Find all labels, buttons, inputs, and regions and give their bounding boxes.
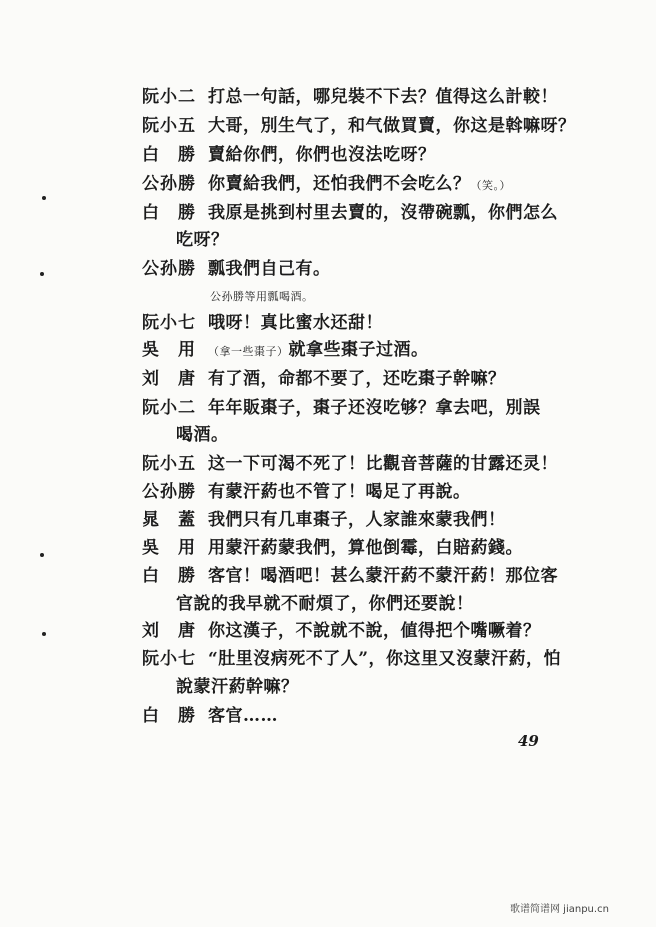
- dialogue-line: [142, 706, 278, 726]
- dialogue-text: 年年販棗子，棗子还沒吃够？拿去吧，別誤: [208, 398, 541, 418]
- speaker-name: 阮小七: [142, 313, 196, 333]
- stage-direction: （笑。）: [470, 179, 511, 192]
- speaker-name: 吳 用: [142, 340, 196, 360]
- site-watermark: 歌谱简谱网 jianpu.cn: [510, 904, 609, 915]
- dialogue-line: [142, 510, 506, 530]
- speaker-name: 晁 蓋: [142, 510, 196, 530]
- speaker-name: 白 勝: [142, 145, 196, 165]
- dialogue-text: 我們只有几車棗子，人家誰來蒙我們！: [208, 510, 506, 530]
- page-number: 49: [518, 732, 539, 750]
- speaker-name: 刘 唐: [142, 369, 196, 389]
- scan-speck: [42, 196, 46, 200]
- speaker-name: 阮小二: [142, 87, 196, 107]
- dialogue-line: [142, 454, 558, 474]
- dialogue-text: “肚里沒病死不了人”，你这里又沒蒙汗葯，怕: [208, 649, 562, 669]
- dialogue-text: 瓢我們自己有。: [208, 259, 331, 279]
- dialogue-continuation: 說蒙汗葯幹嘛？: [176, 677, 299, 697]
- dialogue-text: 你賣給我們，还怕我們不会吃么？: [208, 174, 471, 194]
- speaker-name: 白 勝: [142, 706, 196, 726]
- dialogue-line: [142, 566, 558, 586]
- dialogue-text: 賣給你們，你們也沒法吃呀？: [208, 145, 436, 165]
- dialogue-line: [142, 116, 576, 136]
- speaker-name: 阮小七: [142, 649, 196, 669]
- dialogue-text: 客官……: [208, 706, 278, 726]
- dialogue-text: 客官！喝酒吧！甚么蒙汗葯不蒙汗葯！那位客: [208, 566, 558, 586]
- dialogue-line: [142, 649, 561, 669]
- dialogue-continuation: 吃呀？: [176, 230, 229, 250]
- dialogue-line: [142, 174, 511, 196]
- dialogue-text: 有蒙汗葯也不管了！喝足了再說。: [208, 482, 471, 502]
- dialogue-continuation: 喝酒。: [176, 425, 229, 445]
- dialogue-line: [142, 482, 471, 502]
- dialogue-line: [142, 538, 523, 558]
- speaker-name: 白 勝: [142, 566, 196, 586]
- speaker-name: 阮小二: [142, 398, 196, 418]
- dialogue-line: [142, 259, 331, 279]
- scan-speck: [40, 553, 44, 557]
- dialogue-text: 我原是挑到村里去賣的，沒帶碗瓢，你們怎么: [208, 203, 558, 223]
- speaker-name: 公孙勝: [142, 259, 196, 279]
- dialogue-line: [142, 398, 541, 418]
- stage-direction: （拿一些棗子）: [208, 345, 289, 358]
- speaker-name: 吳 用: [142, 538, 196, 558]
- dialogue-line: [142, 87, 558, 107]
- dialogue-line: [142, 340, 429, 362]
- dialogue-text: 这一下可渴不死了！比觀音菩薩的甘露还灵！: [208, 454, 558, 474]
- dialogue-text: 你这漢子，不說就不說，値得把个嘴噘着？: [208, 621, 541, 641]
- speaker-name: 刘 唐: [142, 621, 196, 641]
- dialogue-line: [142, 621, 541, 641]
- speaker-name: 阮小五: [142, 454, 196, 474]
- dialogue-continuation: 官說的我早就不耐煩了，你們还要說！: [176, 594, 474, 614]
- speaker-name: 公孙勝: [142, 482, 196, 502]
- dialogue-line: [142, 313, 383, 333]
- scan-speck: [42, 632, 46, 636]
- dialogue-text: 有了酒，命都不要了，还吃棗子幹嘛？: [208, 369, 506, 389]
- dialogue-text: 大哥，別生气了，和气做買賣，你这是斡嘛呀？: [208, 116, 576, 136]
- scan-speck: [40, 272, 44, 276]
- dialogue-text: 就拿些棗子过酒。: [288, 340, 429, 360]
- dialogue-line: [142, 203, 558, 223]
- dialogue-text: 哦呀！真比蜜水还甜！: [208, 313, 383, 333]
- dialogue-text: 用蒙汗葯蒙我們，算他倒霉，白賠葯錢。: [208, 538, 523, 558]
- speaker-name: 阮小五: [142, 116, 196, 136]
- dialogue-line: [142, 369, 506, 389]
- stage-direction: 公孙勝等用瓢喝酒。: [210, 290, 314, 303]
- speaker-name: 白 勝: [142, 203, 196, 223]
- dialogue-text: 打总一句話，哪兒裝不下去？值得这么計較！: [208, 87, 558, 107]
- dialogue-line: [142, 145, 436, 165]
- speaker-name: 公孙勝: [142, 174, 196, 194]
